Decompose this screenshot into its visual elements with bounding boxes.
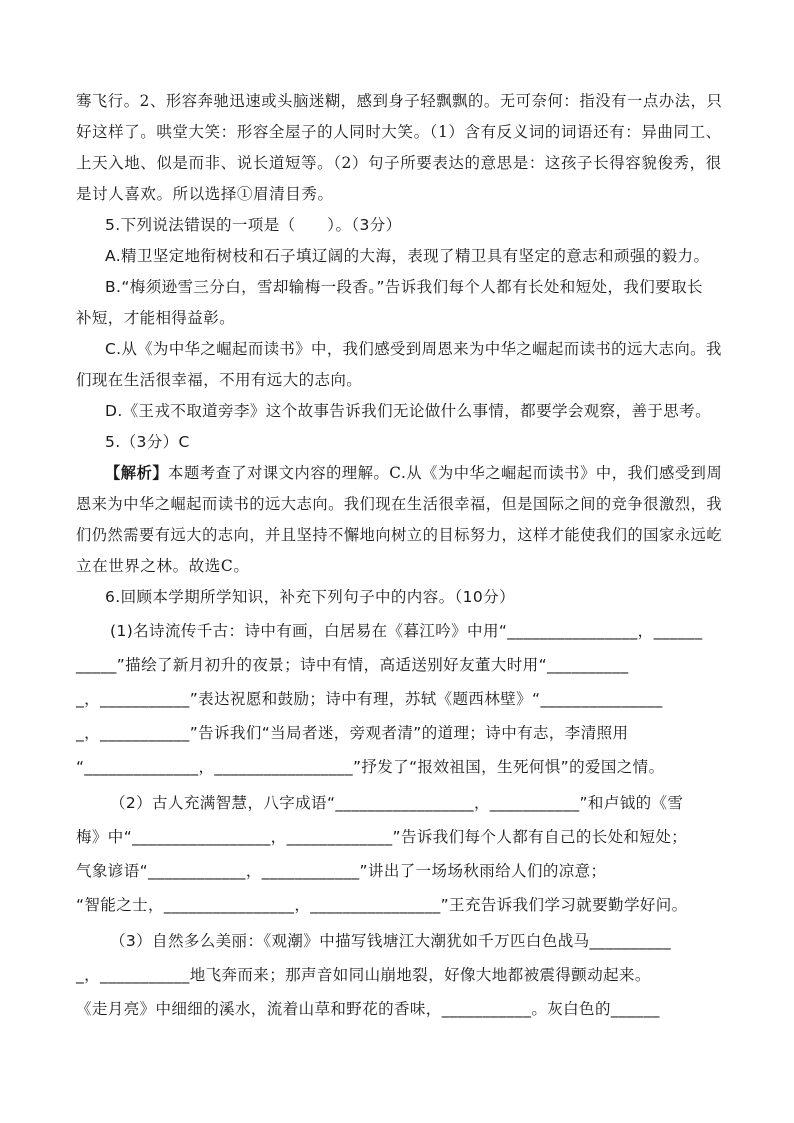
q6-part3-line-1: （3）自然多么美丽：《观潮》中描写钱塘江大潮犹如千万匹白色战马__________ [110, 932, 672, 950]
q6-part1-line-5: “______________，_________________”抒发了“报效祖国，生死何惧”的爱国之情。 [76, 758, 665, 776]
q5-option-b-cont: 补短，才能相得益彰。 [76, 309, 236, 327]
q5-stem: 5.下列说法错误的一项是（ ）。（3分） [105, 216, 402, 234]
q5-option-c: C.从《为中华之崛起而读书》中，我们感受到周恩来为中华之崛起而读书的远大志向。我 [105, 340, 722, 358]
q5-analysis-line-1 [105, 458, 722, 488]
analysis-text: 本题考查了对课文内容的理解。C.从《为中华之崛起而读书》中，我们感受到周 [168, 464, 723, 482]
prev-analysis-line-4: 是讨人喜欢。所以选择①眉清目秀。 [76, 185, 334, 203]
q6-part1-line-4: _，___________”告诉我们“当局者迷，旁观者清”的道理；诗中有志，李清照用 [76, 724, 629, 742]
analysis-tag: 【解析】 [105, 463, 169, 482]
q6-part3-line-2: _，___________地飞奔而来；那声音如同山崩地裂，好像大地都被震得颤动起来。 [76, 966, 651, 984]
q5-analysis-line-3: 们仍然需要有远大的志向，并且坚持不懈地向树立的目标努力，这样才能使我们的国家永远屹 [76, 526, 723, 544]
q5-option-b: B.“梅须逊雪三分白，雪却输梅一段香。”告诉我们每个人都有长处和短处，我们要取长 [105, 278, 703, 296]
q6-part1-line-2: _____”描绘了新月初升的夜景；诗中有情，高适送别好友董大时用“__________ [76, 656, 629, 674]
q5-option-a: A.精卫坚定地衔树枝和石子填辽阔的大海，表现了精卫具有坚定的意志和顽强的毅力。 [105, 247, 710, 265]
prev-analysis-line-2: 好这样了。哄堂大笑：形容全屋子的人同时大笑。（1）含有反义词的词语还有：异曲同工、 [76, 123, 722, 141]
prev-analysis-line-3: 上天入地、似是而非、说长道短等。（2）句子所要表达的意思是：这孩子长得容貌俊秀，很 [76, 154, 722, 172]
q6-part2-line-1: （2）古人充满智慧，八字成语“_________________，___________”和卢钺的《雪 [110, 794, 684, 812]
q5-analysis-line-2: 恩来为中华之崛起而读书的远大志向。我们现在生活很幸福，但是国际之间的竞争很激烈，我 [76, 495, 723, 513]
q5-analysis-line-4: 立在世界之林。故选C。 [76, 557, 250, 575]
q6-stem: 6.回顾本学期所学知识，补充下列句子中的内容。（10分） [105, 588, 515, 606]
q5-option-d: D.《王戎不取道旁李》这个故事告诉我们无论做什么事情，都要学会观察，善于思考。 [105, 402, 711, 420]
q6-part2-line-2: 梅》中“_________________，_____________”告诉我们每个人都有自己的长处和短处； [76, 828, 688, 846]
prev-analysis-line-1: 骞飞行。2、形容奔驰迅速或头脑迷糊，感到身子轻飘飘的。无可奈何：指没有一点办法，只 [76, 92, 723, 110]
q6-part1-line-1: (1)名诗流传千古：诗中有画，白居易在《暮江吟》中用“________________，______ [110, 622, 703, 640]
q6-part1-line-3: _，___________”表达祝愿和鼓励；诗中有理，苏轼《题西林壁》“_______________ [76, 690, 663, 708]
q6-part2-line-4: “智能之士，________________，________________”王充告诉我们学习就要勤学好问。 [76, 896, 688, 914]
q5-option-c-cont: 们现在生活很幸福，不用有远大的志向。 [76, 371, 363, 389]
q6-part2-line-3: 气象谚语“____________，____________”讲出了一场场秋雨给人们的凉意； [76, 862, 607, 880]
q6-part3-line-3: 《走月亮》中细细的溪水，流着山草和野花的香味，___________。灰白色的______ [76, 1000, 660, 1018]
q5-answer: 5.（3分）C [105, 433, 190, 451]
